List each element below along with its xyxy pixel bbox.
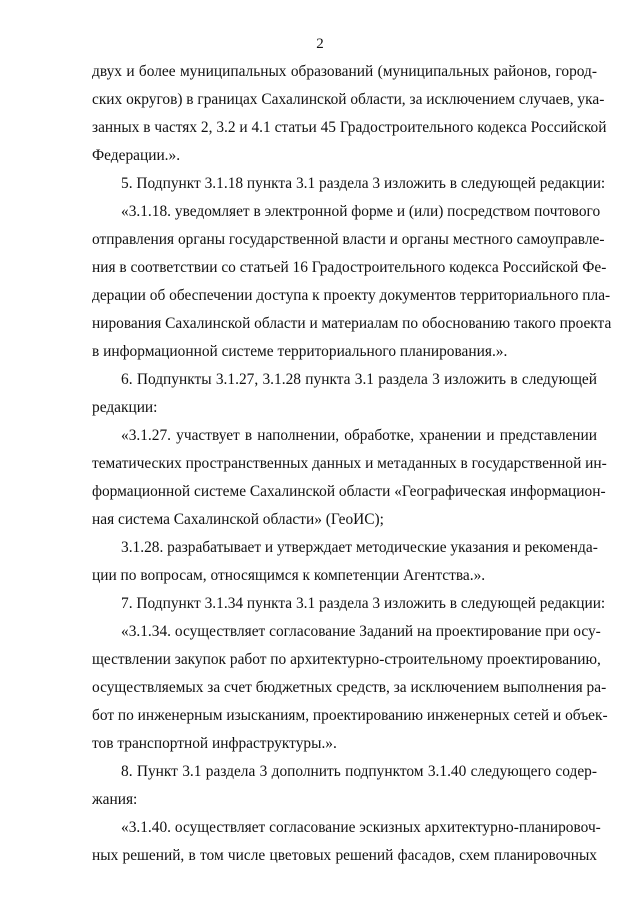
text-line: осуществляемых за счет бюджетных средств, за исключением выполнения ра- (92, 679, 607, 696)
text-line: занных в частях 2, 3.2 и 4.1 статьи 45 Градостроительного кодекса Российской (92, 119, 607, 136)
text-line: в информационной системе территориального планирования.». (92, 343, 508, 360)
text-line: «3.1.18. уведомляет в электронной форме и (или) посредством почтового (121, 203, 601, 220)
text-line: двух и более муниципальных образований (муниципальных районов, город- (92, 63, 597, 80)
text-line: отправления органы государственной власти и органы местного самоуправле- (92, 231, 605, 248)
text-line: ции по вопросам, относящимся к компетенции Агентства.». (92, 567, 486, 584)
text-line: формационной системе Сахалинской области «Географическая информацион- (92, 483, 606, 500)
text-line: бот по инженерным изысканиям, проектированию инженерных сетей и объек- (92, 707, 608, 724)
text-line: ния в соответствии со статьей 16 Градостроительного кодекса Российской Фе- (92, 259, 607, 276)
text-line: 8. Пункт 3.1 раздела 3 дополнить подпунктом 3.1.40 следующего содер- (121, 763, 597, 780)
text-line: Федерации.». (92, 147, 181, 164)
text-line: дерации об обеспечении доступа к проекту документов территориального пла- (92, 287, 611, 304)
text-line: «3.1.27. участвует в наполнении, обработке, хранении и представлении (121, 427, 597, 444)
text-line: 6. Подпункты 3.1.27, 3.1.28 пункта 3.1 раздела 3 изложить в следующей (121, 371, 597, 388)
text-line: ских округов) в границах Сахалинской области, за исключением случаев, ука- (92, 91, 605, 108)
text-line: «3.1.34. осуществляет согласование Заданий на проектирование при осу- (121, 623, 601, 640)
text-line: жания: (92, 791, 138, 808)
text-line: 7. Подпункт 3.1.34 пункта 3.1 раздела 3 изложить в следующей редакции: (121, 595, 606, 612)
text-line: 5. Подпункт 3.1.18 пункта 3.1 раздела 3 изложить в следующей редакции: (121, 175, 606, 192)
page-number: 2 (316, 36, 324, 52)
text-line: нирования Сахалинской области и материалам по обоснованию такого проекта (92, 315, 612, 332)
text-line: редакции: (92, 399, 158, 416)
text-line: тов транспортной инфраструктуры.». (92, 735, 337, 752)
text-line: тематических пространственных данных и метаданных в государственной ин- (92, 455, 607, 472)
text-line: 3.1.28. разрабатывает и утверждает методические указания и рекоменда- (121, 539, 598, 556)
text-line: ществлении закупок работ по архитектурно-строительному проектированию, (92, 651, 601, 668)
text-line: ная система Сахалинской области» (ГеоИС); (92, 511, 384, 528)
text-line: ных решений, в том числе цветовых решений фасадов, схем планировочных (92, 847, 597, 864)
text-line: «3.1.40. осуществляет согласование эскизных архитектурно-планировоч- (121, 819, 601, 836)
